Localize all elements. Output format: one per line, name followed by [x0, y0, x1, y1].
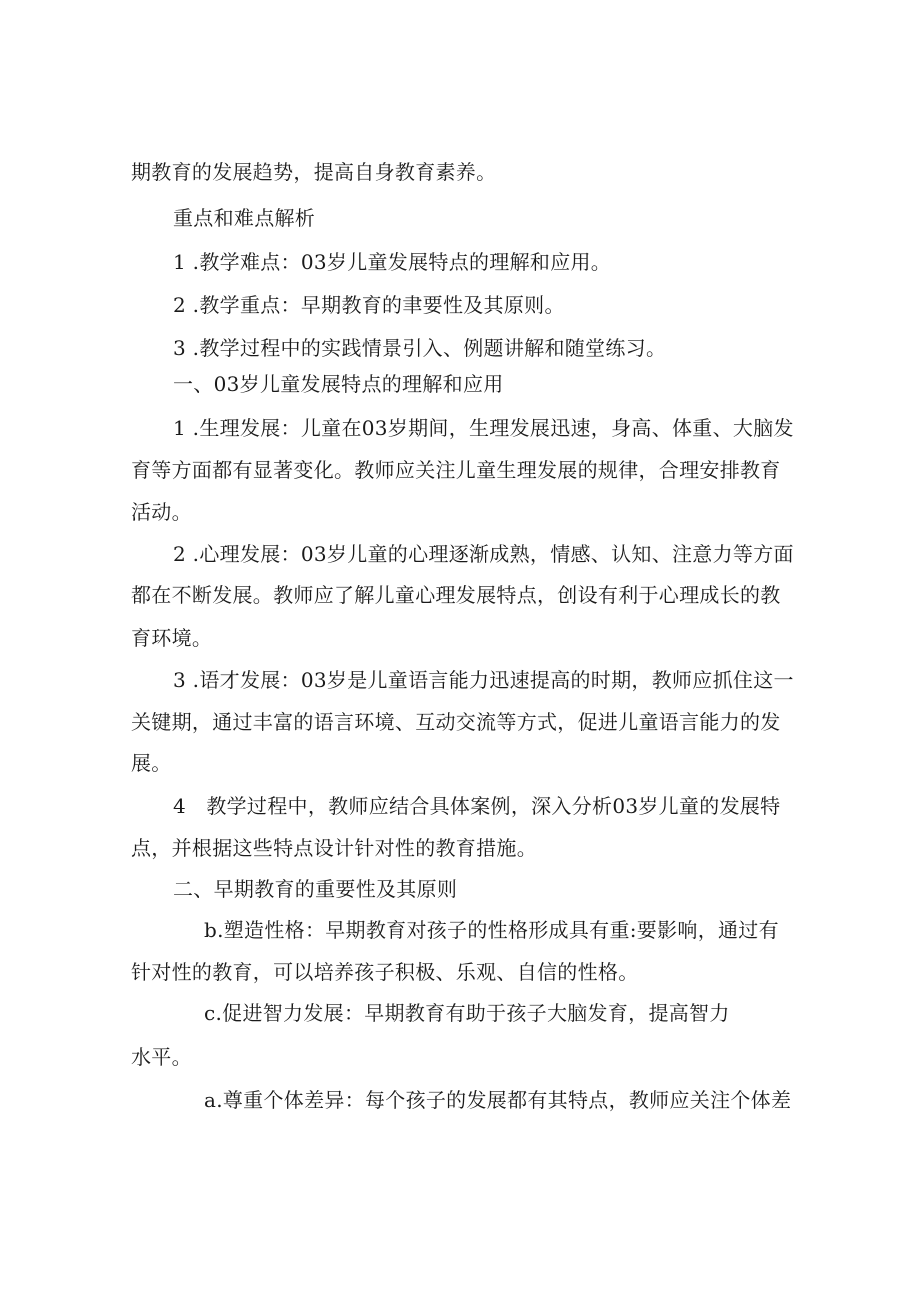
section-two-item-c-line1: c.促进智力发展：早期教育有助于孩子大脑发育，提高智力	[204, 1001, 730, 1025]
section-one-item3-line2: 关键期，通过丰富的语言环境、互动交流等方式，促进儿童语言能力的发	[131, 710, 781, 734]
section-one-item2-line1: 2 .心理发展：03岁儿童的心理逐渐成熟，情感、认知、注意力等方面	[173, 542, 794, 566]
section-two-item-a-line1: a.尊重个体差异：每个孩子的发展都有其特点，教师应关注个体差	[204, 1088, 792, 1112]
section-one-item1-line2: 育等方面都有显著变化。教师应关注儿童生理发展的规律，合理安排教育	[131, 458, 781, 482]
section-one-item1-line1: 1 .生理发展：儿童在03岁期间，生理发展迅速，身高、体重、大脑发	[173, 416, 794, 440]
section-one-item3-line3: 展。	[131, 751, 172, 775]
section-two-heading: 二、早期教育的重要性及其原则	[173, 877, 458, 901]
intro-tail-line: 期教育的发展趋势，提高自身教育素养。	[131, 160, 497, 184]
section-key-points-heading: 重点和难点解析	[173, 206, 316, 230]
key-point-2: 2 .教学重点：早期教育的聿要性及其原则。	[173, 293, 565, 317]
section-one-item4-line1: 4 教学过程中，教师应结合具体案例，深入分析03岁儿童的发展特	[173, 794, 781, 818]
key-point-3: 3 .教学过程中的实践情景引入、例题讲解和随堂练习。	[173, 336, 667, 360]
section-one-heading: 一、03岁儿童发展特点的理解和应用	[173, 372, 504, 396]
key-point-1: 1 .教学难点：03岁儿童发展特点的理解和应用。	[173, 250, 612, 274]
section-two-item-b-line1: b.塑造性格：早期教育对孩子的性格形成具有重:要影响，通过有	[204, 918, 779, 942]
section-one-item2-line3: 育环境。	[131, 626, 213, 650]
section-one-item2-line2: 都在不断发展。教师应了解儿童心理发展特点，创设有利于心理成长的教	[131, 583, 781, 607]
section-two-item-c-line2: 水平。	[131, 1045, 192, 1069]
section-one-item4-line2: 点，并根据这些特点设计针对性的教育措施。	[131, 836, 537, 860]
section-two-item-b-line2: 针对性的教育，可以培养孩子积极、乐观、自信的性格。	[131, 960, 639, 984]
section-one-item1-line3: 活动。	[131, 500, 192, 524]
section-one-item3-line1: 3 .语才发展：03岁是儿童语言能力迅速提高的时期，教师应抓住这一	[173, 668, 794, 692]
